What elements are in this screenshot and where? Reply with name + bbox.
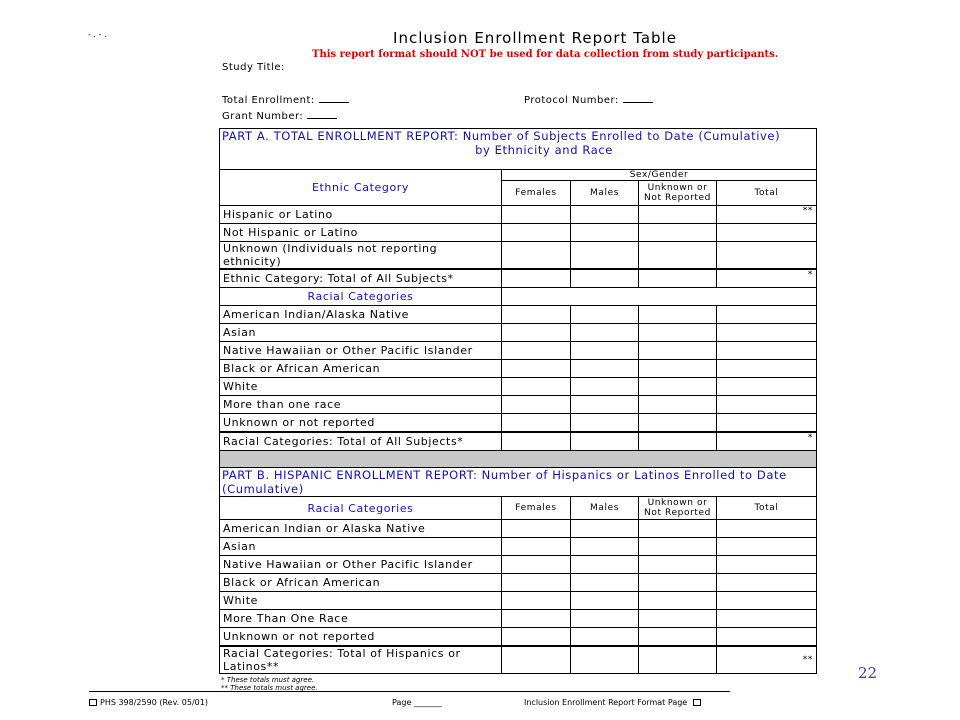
data-cell[interactable] xyxy=(502,628,571,647)
row-label: Not Hispanic or Latino xyxy=(220,224,502,242)
data-cell[interactable] xyxy=(639,556,717,574)
part-a-heading-row xyxy=(220,129,817,170)
footer-page-label: Page _______ xyxy=(392,698,442,707)
data-cell[interactable]: ** xyxy=(717,206,817,224)
data-cell[interactable] xyxy=(639,432,717,451)
data-cell[interactable] xyxy=(717,592,817,610)
data-cell[interactable] xyxy=(639,520,717,538)
data-cell[interactable] xyxy=(717,396,817,414)
data-cell[interactable] xyxy=(502,324,571,342)
data-cell[interactable] xyxy=(717,414,817,433)
data-cell[interactable] xyxy=(571,360,639,378)
data-cell[interactable] xyxy=(639,610,717,628)
row-label: Racial Categories: Total of Hispanics or Latinos** xyxy=(220,646,502,674)
sex-gender-header-row xyxy=(220,170,817,181)
row-label: Native Hawaiian or Other Pacific Islander xyxy=(220,342,502,360)
data-cell[interactable] xyxy=(571,646,639,674)
part-b-total-row xyxy=(220,646,817,674)
data-cell[interactable] xyxy=(571,378,639,396)
data-cell[interactable] xyxy=(502,556,571,574)
data-cell[interactable] xyxy=(502,432,571,451)
col-total: Total xyxy=(717,181,817,206)
data-cell[interactable] xyxy=(639,360,717,378)
table-row xyxy=(220,224,817,242)
table-row xyxy=(220,414,817,433)
data-cell[interactable] xyxy=(502,538,571,556)
col-unknown: Unknown or Not Reported xyxy=(639,497,717,520)
data-cell[interactable] xyxy=(717,324,817,342)
row-label: White xyxy=(220,592,502,610)
data-cell[interactable] xyxy=(717,628,817,647)
row-label: White xyxy=(220,378,502,396)
data-cell[interactable] xyxy=(717,224,817,242)
study-title-label: Study Title: xyxy=(222,62,285,73)
col-males: Males xyxy=(571,497,639,520)
footer-format-page xyxy=(524,698,704,707)
row-label: Unknown or not reported xyxy=(220,414,502,433)
data-cell[interactable] xyxy=(571,242,639,270)
checkbox-icon xyxy=(693,699,701,706)
col-females: Females xyxy=(502,181,571,206)
col-unknown: Unknown or Not Reported xyxy=(639,181,717,206)
protocol-number-blank xyxy=(623,94,653,103)
col-males: Males xyxy=(571,181,639,206)
data-cell[interactable] xyxy=(639,574,717,592)
total-enrollment-field xyxy=(222,94,349,106)
grant-number-field xyxy=(222,110,337,122)
table-row xyxy=(220,538,817,556)
data-cell[interactable] xyxy=(639,538,717,556)
separator-cell xyxy=(220,451,817,468)
blank-cell xyxy=(502,288,817,306)
total-enrollment-label: Total Enrollment: xyxy=(222,95,315,106)
data-cell[interactable] xyxy=(571,206,639,224)
scan-marks: - . - . xyxy=(88,30,107,39)
data-cell[interactable] xyxy=(717,574,817,592)
table-row xyxy=(220,324,817,342)
data-cell[interactable] xyxy=(639,378,717,396)
data-cell[interactable] xyxy=(571,414,639,433)
data-cell[interactable] xyxy=(571,610,639,628)
data-cell[interactable] xyxy=(639,224,717,242)
footnote: * These totals must agree. xyxy=(221,676,315,684)
row-label: Racial Categories: Total of All Subjects* xyxy=(220,432,502,451)
data-cell[interactable] xyxy=(717,556,817,574)
data-cell[interactable] xyxy=(717,610,817,628)
table-row xyxy=(220,306,817,324)
data-cell[interactable] xyxy=(571,269,639,288)
data-cell[interactable] xyxy=(502,396,571,414)
sex-gender-header: Sex/Gender xyxy=(502,170,817,181)
data-cell[interactable] xyxy=(571,574,639,592)
data-cell[interactable] xyxy=(717,342,817,360)
data-cell[interactable] xyxy=(502,574,571,592)
data-cell[interactable] xyxy=(639,592,717,610)
row-label: American Indian/Alaska Native xyxy=(220,306,502,324)
row-label: More Than One Race xyxy=(220,610,502,628)
checkbox-icon xyxy=(89,699,97,706)
table-row xyxy=(220,242,817,270)
part-a-heading-cell xyxy=(220,129,817,170)
data-cell[interactable] xyxy=(502,206,571,224)
data-cell[interactable] xyxy=(717,242,817,270)
data-cell[interactable] xyxy=(502,224,571,242)
row-label: Unknown (Individuals not reporting ethnicity) xyxy=(220,242,502,270)
data-cell[interactable] xyxy=(502,306,571,324)
slide-number: 22 xyxy=(858,664,878,682)
table-row xyxy=(220,628,817,647)
enrollment-table xyxy=(219,128,817,674)
table-row xyxy=(220,360,817,378)
data-cell[interactable] xyxy=(639,396,717,414)
data-cell[interactable] xyxy=(639,206,717,224)
table-row xyxy=(220,378,817,396)
data-cell[interactable] xyxy=(571,396,639,414)
data-cell[interactable] xyxy=(639,628,717,647)
data-cell[interactable] xyxy=(639,646,717,674)
row-label: Black or African American xyxy=(220,360,502,378)
table-row xyxy=(220,574,817,592)
part-b-column-header-row xyxy=(220,497,817,520)
data-cell[interactable] xyxy=(571,324,639,342)
table-row xyxy=(220,342,817,360)
data-cell[interactable] xyxy=(502,646,571,674)
table-row xyxy=(220,610,817,628)
racial-header-row xyxy=(220,288,817,306)
protocol-number-label: Protocol Number: xyxy=(524,95,619,106)
data-cell[interactable] xyxy=(502,242,571,270)
row-label: Hispanic or Latino xyxy=(220,206,502,224)
form-id-text: PHS 398/2590 (Rev. 05/01) xyxy=(100,698,208,707)
data-cell[interactable] xyxy=(717,378,817,396)
row-label: Ethnic Category: Total of All Subjects* xyxy=(220,269,502,288)
data-cell[interactable] xyxy=(717,360,817,378)
table-row xyxy=(220,520,817,538)
data-cell[interactable]: * xyxy=(717,269,817,288)
data-cell[interactable] xyxy=(571,432,639,451)
table-row xyxy=(220,592,817,610)
footnotes xyxy=(221,676,318,692)
format-page-text: Inclusion Enrollment Report Format Page xyxy=(524,698,688,707)
data-cell[interactable] xyxy=(571,342,639,360)
data-cell[interactable] xyxy=(502,592,571,610)
data-cell[interactable] xyxy=(639,269,717,288)
data-cell[interactable] xyxy=(571,538,639,556)
data-cell[interactable]: ** xyxy=(717,646,817,674)
ethnic-total-row xyxy=(220,269,817,288)
footer-form-id xyxy=(89,698,208,707)
footer-divider xyxy=(89,691,730,692)
data-cell[interactable] xyxy=(639,342,717,360)
separator-row xyxy=(220,451,817,468)
data-cell[interactable]: * xyxy=(717,432,817,451)
data-cell[interactable] xyxy=(571,556,639,574)
grant-number-label: Grant Number: xyxy=(222,111,304,122)
racial-total-row xyxy=(220,432,817,451)
data-cell[interactable] xyxy=(639,324,717,342)
data-cell[interactable] xyxy=(571,306,639,324)
data-cell[interactable] xyxy=(502,378,571,396)
data-cell[interactable] xyxy=(639,306,717,324)
row-label: Asian xyxy=(220,538,502,556)
data-cell[interactable] xyxy=(571,628,639,647)
data-cell[interactable] xyxy=(502,360,571,378)
data-cell[interactable] xyxy=(571,592,639,610)
data-cell[interactable] xyxy=(571,520,639,538)
part-b-heading: PART B. HISPANIC ENROLLMENT REPORT: Number of Hispanics or Latinos Enrolled to Date (Cumulative) xyxy=(220,468,817,497)
part-a-subheading: by Ethnicity and Race xyxy=(475,143,613,157)
data-cell[interactable] xyxy=(717,538,817,556)
part-a-heading: PART A. TOTAL ENROLLMENT REPORT: Number of Subjects Enrolled to Date (Cumulative) xyxy=(222,129,781,143)
row-label: Unknown or not reported xyxy=(220,628,502,647)
row-label: Native Hawaiian or Other Pacific Islander xyxy=(220,556,502,574)
data-cell[interactable] xyxy=(717,306,817,324)
data-cell[interactable] xyxy=(502,610,571,628)
grant-number-blank xyxy=(307,110,337,119)
row-label: Asian xyxy=(220,324,502,342)
footnote: ** These totals must agree. xyxy=(221,684,318,692)
row-label: More than one race xyxy=(220,396,502,414)
ethnic-category-header: Ethnic Category xyxy=(220,170,502,206)
table-row xyxy=(220,206,817,224)
data-cell[interactable] xyxy=(717,520,817,538)
protocol-number-field xyxy=(524,94,653,106)
row-label: American Indian or Alaska Native xyxy=(220,520,502,538)
report-title: Inclusion Enrollment Report Table xyxy=(393,29,677,47)
data-cell[interactable] xyxy=(639,414,717,433)
data-cell[interactable] xyxy=(502,414,571,433)
data-cell[interactable] xyxy=(639,242,717,270)
data-cell[interactable] xyxy=(502,520,571,538)
table-row xyxy=(220,556,817,574)
data-cell[interactable] xyxy=(571,224,639,242)
warning-notice: This report format should NOT be used for data collection from study participants. xyxy=(312,49,779,60)
part-b-racial-header: Racial Categories xyxy=(220,497,502,520)
racial-categories-header: Racial Categories xyxy=(220,288,502,306)
data-cell[interactable] xyxy=(502,342,571,360)
col-total: Total xyxy=(717,497,817,520)
data-cell[interactable] xyxy=(502,269,571,288)
total-enrollment-blank xyxy=(319,94,349,103)
table-row xyxy=(220,396,817,414)
col-females: Females xyxy=(502,497,571,520)
row-label: Black or African American xyxy=(220,574,502,592)
part-b-heading-row xyxy=(220,468,817,497)
